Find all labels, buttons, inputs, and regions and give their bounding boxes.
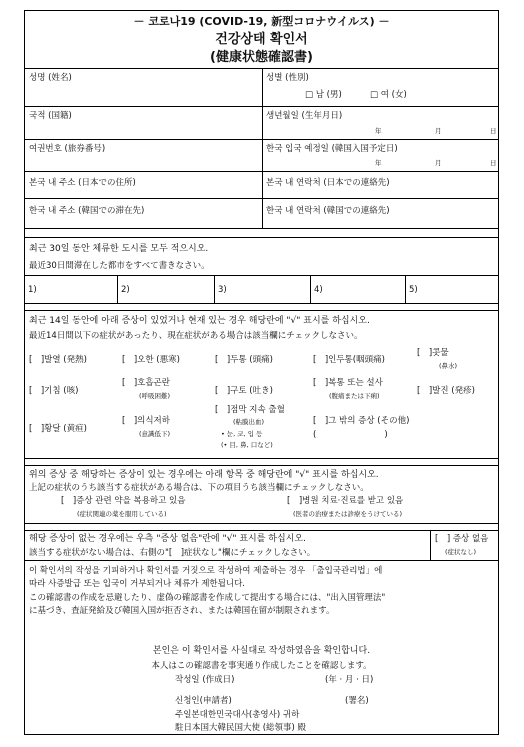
symptom-rash[interactable]: [ ]발진 (発疹)	[417, 386, 475, 396]
sex-male-checkbox[interactable]: □ 남 (男)	[305, 90, 342, 100]
dob-year: 年	[375, 127, 382, 135]
symptom-mucosal-sites-ja: (• 目, 鼻, 口など)	[221, 441, 273, 449]
hospital-treatment-ja: (医者の治療または診療をうけている)	[293, 510, 403, 518]
symptom-fever[interactable]: [ ]발열 (発熱)	[29, 355, 87, 365]
symptom-dyspnea-ja: (呼吸困難)	[139, 392, 171, 400]
hospital-treatment-checkbox[interactable]: [ ]병원 치료·진료를 받고 있음	[287, 496, 404, 506]
dob-day: 日	[490, 127, 497, 135]
signature-field[interactable]: (署名)	[345, 696, 369, 706]
city-slot-2[interactable]: 2)	[121, 285, 130, 295]
symptom-other-field[interactable]: ( )	[313, 430, 388, 440]
cities-question-ko: 최근 30일 동안 체류한 도시를 모두 적으시오.	[29, 244, 209, 254]
row-passport-entry	[25, 140, 498, 172]
symptoms-question-ko: 최근 14일 동안에 아래 증상이 있었거나 현재 있는 경우 해당란에 "√" 표시를 하십시오.	[29, 316, 370, 326]
followup-section	[25, 466, 498, 524]
cities-question-ja: 最近30日間滞在した都市をすべて書きなさい。	[29, 261, 210, 271]
symptom-abdominal-pain-ja: (腹痛または下痢)	[329, 392, 380, 400]
no-symptoms-question-ja: 該当する症状がない場合は、右側の"[ ]症状なし"欄にチェックしなさい。	[29, 548, 316, 558]
date-field[interactable]: (年 · 月 · 日)	[325, 675, 374, 685]
passport-label: 여권번호 (旅券番号)	[29, 144, 106, 154]
korea-address-label: 한국 내 주소 (韓国での滞在先)	[29, 206, 145, 216]
header-subtitle: － 코로나19 (COVID-19, 新型コロナウイルス) －	[133, 15, 390, 28]
addressee-ko: 주일본대한민국대사(총영사) 귀하	[175, 710, 300, 720]
warning-ja-line-2: に基づき、査証発給及び韓国入国が拒否され、または韓国在留が制限されます。	[29, 606, 335, 616]
symptom-runny-nose[interactable]: [ ]콧물	[417, 348, 449, 358]
addressee-ja: 駐日本国大韓民国大使 (総領事) 殿	[175, 723, 307, 733]
symptom-mucosal-sites: • 눈, 코, 입 등	[221, 430, 263, 438]
row-nationality-dob	[25, 107, 498, 140]
divider	[262, 140, 263, 171]
divider	[214, 276, 215, 303]
symptom-mucosal-bleeding-ja: (粘膜出血)	[233, 418, 265, 426]
row-korea-address	[25, 199, 498, 229]
symptom-sore-throat[interactable]: [ ]인두통(咽頭痛)	[313, 355, 385, 365]
dob-label: 생년월일 (生年月日)	[266, 111, 343, 121]
divider	[430, 531, 431, 560]
form-border	[24, 10, 499, 735]
dob-month: 月	[435, 127, 442, 135]
symptoms-section	[25, 311, 498, 459]
entry-date-label: 한국 입국 예정일 (韓国入国予定日)	[266, 144, 398, 154]
city-slot-5[interactable]: 5)	[409, 285, 418, 295]
symptom-abdominal-pain[interactable]: [ ]복통 또는 설사	[313, 378, 383, 388]
symptom-consciousness-ja: (意識低下)	[139, 430, 171, 438]
no-symptoms-question-ko: 해당 증상이 없는 경우에는 우측 "증상 없음"란에 "√" 표시를 하십시오.	[29, 534, 306, 544]
symptom-jaundice[interactable]: [ ]황달 (黄疸)	[29, 424, 87, 434]
symptom-headache[interactable]: [ ]두통 (頭痛)	[215, 355, 273, 365]
spacer-row	[25, 524, 498, 531]
home-contact-label: 본국 내 연락처 (日本での連絡先)	[266, 178, 390, 188]
warning-ko-line-2: 따라 사증발급 또는 입국이 거부되거나 체류가 제한됩니다.	[29, 579, 245, 589]
taking-medicine-ja: (症状関連の薬を服用している)	[77, 510, 167, 518]
warning-ja-line-1: この確認書の作成を忌避したり、虚偽の確認書を作成して提出する場合には、"出入国管理法"	[29, 593, 386, 603]
symptom-other[interactable]: [ ]그 밖의 증상 (その他)	[313, 416, 410, 426]
followup-question-ja: 上記の症状のうち該当する症状がある場合は、下の項目うち該当欄にチェックしなさい。	[29, 483, 369, 493]
row-home-address	[25, 172, 498, 199]
declaration-ja: 本人はこの確認書を事実通り作成したことを確認します。	[151, 661, 372, 671]
cities-question	[25, 238, 498, 276]
form-title: 건강상태 확인서	[215, 32, 308, 47]
symptom-chills[interactable]: [ ]오한 (悪寒)	[122, 355, 180, 365]
divider	[262, 107, 263, 139]
symptom-runny-nose-ja: (鼻水)	[439, 362, 458, 370]
date-label: 작성일 (作成日)	[175, 675, 235, 685]
name-label: 성명 (姓名)	[29, 73, 72, 83]
divider	[310, 276, 311, 303]
symptom-vomiting[interactable]: [ ]구토 (吐き)	[215, 386, 273, 396]
entry-year: 年	[375, 159, 382, 167]
nationality-label: 국적 (国籍)	[29, 111, 72, 121]
symptoms-question-ja: 最近14日間以下の症状があったり、現在症状がある場合は該当欄にチェックしなさい。	[29, 331, 363, 341]
declaration-ko: 본인은 이 확인서를 사실대로 작성하였음을 확인합니다.	[152, 646, 371, 656]
no-symptoms-checkbox[interactable]: [ ] 증상 없음	[435, 534, 489, 544]
home-address-label: 본국 내 주소 (日本での住所)	[29, 178, 136, 188]
form-title-ja: (健康状態確認書)	[210, 50, 313, 65]
row-name-sex	[25, 69, 498, 107]
divider	[262, 172, 263, 198]
symptom-dyspnea[interactable]: [ ]호흡곤란	[122, 378, 170, 388]
taking-medicine-checkbox[interactable]: [ ]증상 관련 약을 복용하고 있음	[61, 496, 186, 506]
entry-day: 日	[490, 159, 497, 167]
no-symptoms-row	[25, 531, 498, 561]
symptom-mucosal-bleeding[interactable]: [ ]점막 지속 출혈	[215, 405, 285, 415]
divider	[117, 276, 118, 303]
sex-label: 성별 (性別)	[266, 73, 309, 83]
spacer-row	[25, 229, 498, 238]
divider	[405, 276, 406, 303]
spacer-row	[25, 459, 498, 466]
warning-ko-line-1: 이 확인서의 작성을 기피하거나 확인서를 거짓으로 작성하여 제출하는 경우 「출입국관리법」에	[29, 566, 383, 576]
divider	[262, 69, 263, 106]
city-slot-4[interactable]: 4)	[314, 285, 323, 295]
city-slot-3[interactable]: 3)	[218, 285, 227, 295]
entry-month: 月	[435, 159, 442, 167]
applicant-label: 신청인(申請者)	[175, 696, 232, 706]
cities-slots	[25, 276, 498, 304]
spacer-row	[25, 304, 498, 311]
divider	[262, 199, 263, 228]
form-header	[25, 11, 498, 69]
sex-female-checkbox[interactable]: □ 여 (女)	[370, 90, 407, 100]
followup-question-ko: 위의 증상 중 해당하는 증상이 있는 경우에는 아래 항목 중 해당란에 "√" 표시를 하십시오.	[29, 470, 379, 480]
symptom-cough[interactable]: [ ]기침 (咳)	[29, 386, 79, 396]
no-symptoms-ja: (症状なし)	[445, 548, 477, 556]
korea-contact-label: 한국 내 연락처 (韓国での連絡先)	[266, 206, 390, 216]
symptom-consciousness[interactable]: [ ]의식저하	[122, 416, 170, 426]
city-slot-1[interactable]: 1)	[28, 285, 37, 295]
